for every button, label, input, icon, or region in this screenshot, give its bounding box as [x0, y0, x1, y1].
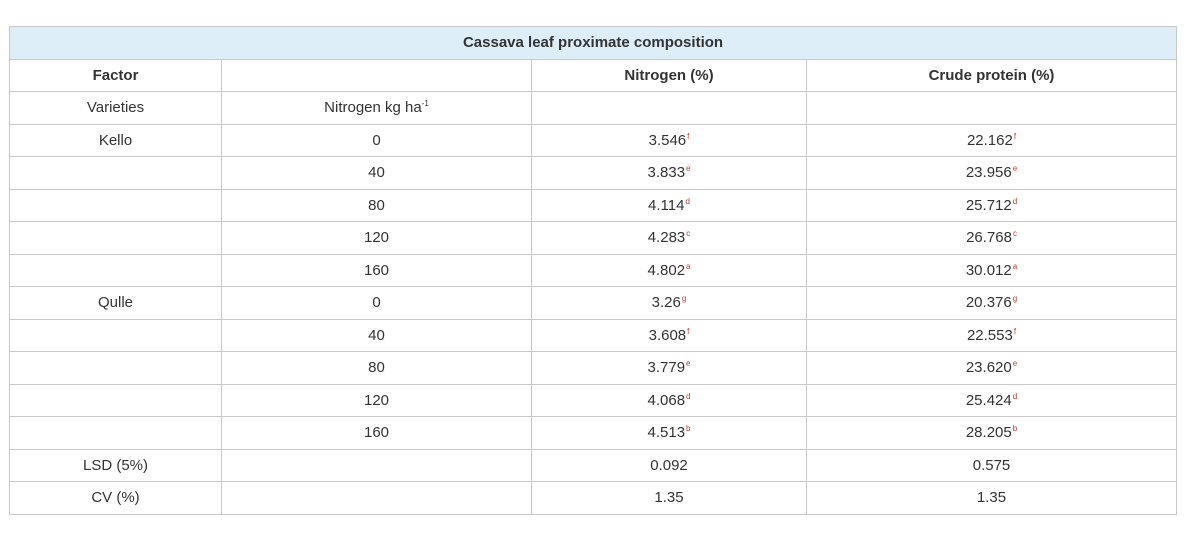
stat-nitrogen-cell-value: 0.092 — [650, 456, 688, 474]
rate-label: Nitrogen kg ha — [324, 99, 422, 117]
nitrogen-percent-cell-value: 3.608 — [648, 326, 687, 344]
significance-letter: c — [1012, 229, 1017, 239]
nitrogen-percent-cell-value: 3.26 — [651, 294, 681, 312]
nitrogen-percent-cell-value: 4.068 — [647, 391, 686, 409]
significance-letter: c — [686, 229, 691, 239]
table-row — [10, 352, 1177, 385]
nitrogen-rate-cell — [222, 222, 532, 255]
crude-protein-cell-value: 23.956 — [965, 164, 1012, 182]
significance-letter: b — [1012, 424, 1018, 434]
crude-protein-cell-value: 20.376 — [965, 294, 1012, 312]
significance-letter: e — [1012, 359, 1018, 369]
crude-protein-cell-value: 28.205 — [965, 424, 1012, 442]
title-row — [10, 27, 1177, 60]
variety-cell — [10, 222, 222, 255]
subheader-empty — [532, 92, 807, 125]
nitrogen-percent-cell-value: 4.513 — [647, 424, 686, 442]
table-row — [10, 254, 1177, 287]
header-row — [10, 59, 1177, 92]
crude-protein-cell-value: 22.162 — [966, 131, 1013, 149]
nitrogen-percent-cell — [532, 124, 807, 157]
table-row — [10, 124, 1177, 157]
nitrogen-rate-cell-value: 160 — [363, 424, 390, 442]
stat-nitrogen-cell — [532, 482, 807, 515]
nitrogen-rate-cell — [222, 384, 532, 417]
nitrogen-percent-cell-value: 4.802 — [647, 261, 686, 279]
stat-crude-protein-cell — [807, 449, 1177, 482]
significance-letter: e — [686, 164, 691, 174]
variety-cell — [10, 124, 222, 157]
variety-cell — [10, 417, 222, 450]
nitrogen-rate-cell-value: 160 — [363, 261, 390, 279]
nitrogen-percent-cell — [532, 384, 807, 417]
stat-crude-protein-cell — [807, 482, 1177, 515]
variety-cell — [10, 254, 222, 287]
crude-protein-cell — [807, 319, 1177, 352]
significance-letter: b — [686, 424, 691, 434]
subheader-varieties: Varieties — [10, 92, 222, 125]
variety-cell — [10, 287, 222, 320]
stat-label-cell-value: LSD (5%) — [82, 456, 149, 474]
variety-cell — [10, 319, 222, 352]
nitrogen-rate-cell-value: 120 — [363, 229, 390, 247]
nitrogen-rate-cell — [222, 352, 532, 385]
nitrogen-percent-cell — [532, 157, 807, 190]
subheader-empty — [807, 92, 1177, 125]
variety-cell — [10, 157, 222, 190]
nitrogen-rate-cell-value: 40 — [368, 326, 385, 344]
crude-protein-cell-value: 26.768 — [966, 229, 1012, 247]
stat-label-cell — [10, 482, 222, 515]
crude-protein-cell-value: 22.553 — [966, 326, 1013, 344]
stat-label-cell-value: CV (%) — [91, 489, 140, 507]
table-row — [10, 189, 1177, 222]
nitrogen-percent-cell — [532, 417, 807, 450]
subheader-nitrogen-rate — [222, 92, 532, 125]
nitrogen-percent-cell-value: 4.283 — [647, 229, 686, 247]
nitrogen-rate-cell — [222, 189, 532, 222]
table-row — [10, 417, 1177, 450]
significance-letter: d — [685, 196, 690, 206]
nitrogen-percent-cell-value: 3.833 — [647, 164, 686, 182]
crude-protein-cell — [807, 254, 1177, 287]
nitrogen-rate-cell-value: 80 — [368, 359, 385, 377]
nitrogen-rate-cell — [222, 157, 532, 190]
header-crude-protein: Crude protein (%) — [807, 59, 1177, 92]
variety-cell-value: Kello — [98, 131, 133, 149]
nitrogen-rate-cell-value: 120 — [363, 391, 390, 409]
significance-letter: a — [686, 261, 691, 271]
subheader-row — [10, 92, 1177, 125]
stat-nitrogen-cell — [532, 449, 807, 482]
significance-letter: a — [1012, 261, 1018, 271]
nitrogen-rate-cell — [222, 254, 532, 287]
stat-empty-cell — [222, 449, 532, 482]
variety-cell-value: Qulle — [97, 294, 134, 312]
nitrogen-percent-cell — [532, 319, 807, 352]
nitrogen-percent-cell-value: 3.779 — [647, 359, 686, 377]
significance-letter: f — [687, 326, 690, 336]
nitrogen-rate-cell — [222, 287, 532, 320]
significance-letter: e — [1012, 164, 1018, 174]
table-row — [10, 287, 1177, 320]
proximate-composition-table — [9, 26, 1177, 515]
significance-letter: g — [681, 294, 687, 304]
significance-letter: d — [1012, 391, 1018, 401]
stats-row — [10, 482, 1177, 515]
stat-nitrogen-cell-value: 1.35 — [654, 489, 684, 507]
table-row — [10, 222, 1177, 255]
stat-label-cell — [10, 449, 222, 482]
header-blank — [222, 59, 532, 92]
table-row — [10, 319, 1177, 352]
variety-cell — [10, 384, 222, 417]
rate-unit-exponent: -1 — [421, 99, 429, 109]
crude-protein-cell — [807, 222, 1177, 255]
table-row — [10, 384, 1177, 417]
table-body — [10, 92, 1177, 515]
nitrogen-percent-cell — [532, 254, 807, 287]
header-factor: Factor — [10, 59, 222, 92]
nitrogen-percent-cell-value: 3.546 — [648, 131, 687, 149]
crude-protein-cell — [807, 352, 1177, 385]
nitrogen-rate-cell-value: 40 — [368, 164, 385, 182]
nitrogen-rate-cell-value: 80 — [368, 196, 385, 214]
crude-protein-cell-value: 25.712 — [965, 196, 1012, 214]
nitrogen-percent-cell — [532, 352, 807, 385]
stat-crude-protein-cell-value: 0.575 — [972, 456, 1011, 474]
crude-protein-cell-value: 25.424 — [965, 391, 1012, 409]
significance-letter: e — [686, 359, 691, 369]
nitrogen-percent-cell-value: 4.114 — [648, 196, 685, 214]
crude-protein-cell — [807, 384, 1177, 417]
nitrogen-rate-cell — [222, 319, 532, 352]
crude-protein-cell — [807, 157, 1177, 190]
nitrogen-percent-cell — [532, 287, 807, 320]
nitrogen-rate-cell-value: 0 — [372, 131, 381, 149]
crude-protein-cell-value: 23.620 — [965, 359, 1012, 377]
significance-letter: g — [1012, 294, 1018, 304]
header-nitrogen: Nitrogen (%) — [532, 59, 807, 92]
nitrogen-percent-cell — [532, 222, 807, 255]
table-title: Cassava leaf proximate composition — [10, 27, 1177, 60]
nitrogen-rate-cell — [222, 417, 532, 450]
significance-letter: f — [1013, 326, 1017, 336]
significance-letter: d — [1012, 196, 1018, 206]
nitrogen-rate-cell — [222, 124, 532, 157]
variety-cell — [10, 352, 222, 385]
crude-protein-cell — [807, 124, 1177, 157]
nitrogen-rate-cell-value: 0 — [372, 294, 381, 312]
stat-empty-cell — [222, 482, 532, 515]
significance-letter: f — [687, 131, 690, 141]
table-row — [10, 157, 1177, 190]
stat-crude-protein-cell-value: 1.35 — [976, 489, 1007, 507]
significance-letter: d — [686, 391, 691, 401]
crude-protein-cell — [807, 189, 1177, 222]
significance-letter: f — [1013, 131, 1017, 141]
nitrogen-percent-cell — [532, 189, 807, 222]
crude-protein-cell-value: 30.012 — [965, 261, 1012, 279]
crude-protein-cell — [807, 287, 1177, 320]
crude-protein-cell — [807, 417, 1177, 450]
variety-cell — [10, 189, 222, 222]
stats-row — [10, 449, 1177, 482]
